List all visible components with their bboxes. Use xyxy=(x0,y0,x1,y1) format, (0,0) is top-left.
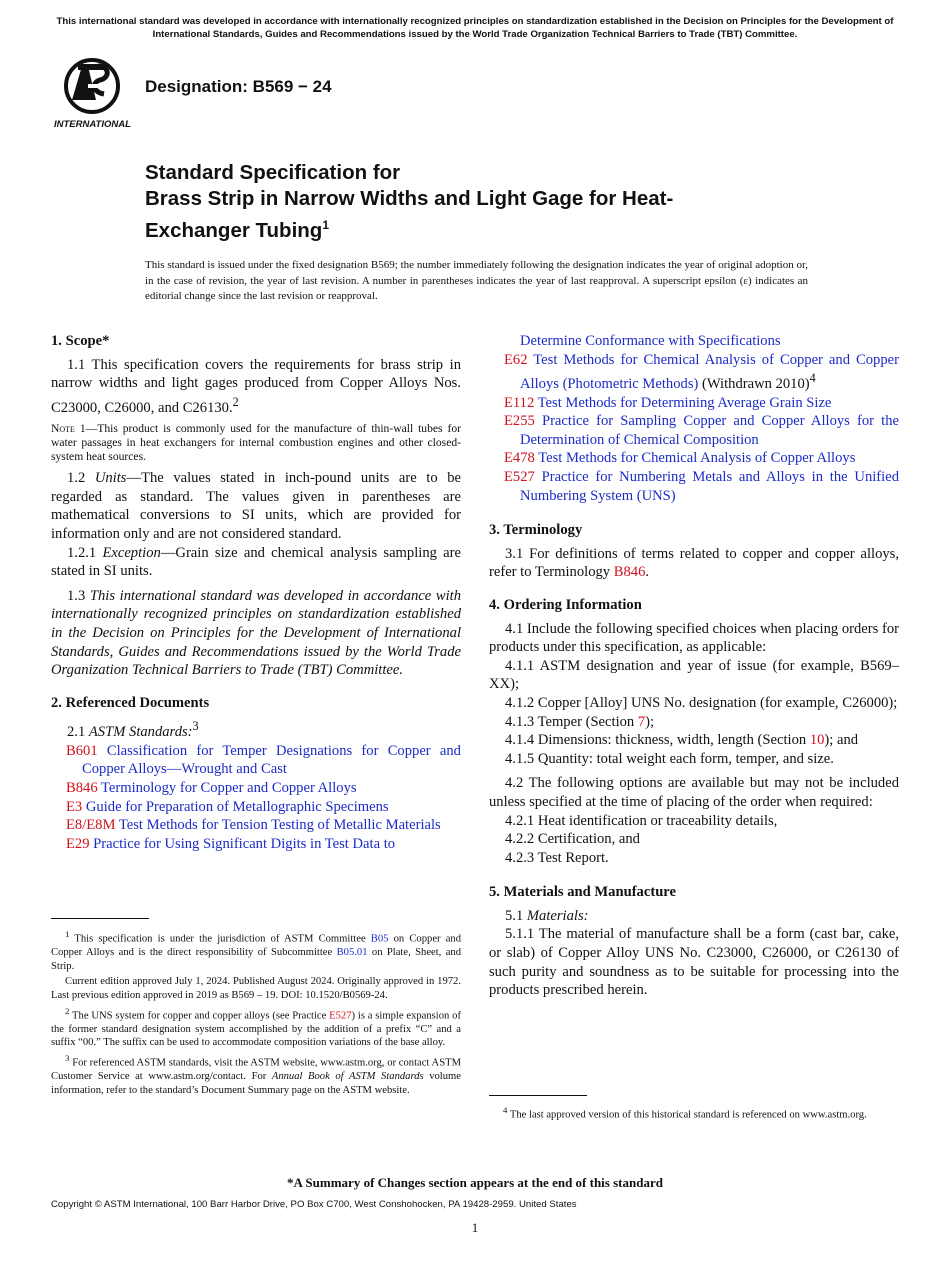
note-1: Note 1—This product is commonly used for the manufacture of thin-wall tubes for water passages in heat exchangers for internal combustion engines and other closed-system heat sources. xyxy=(51,422,461,464)
designation: Designation: B569 − 24 xyxy=(145,77,332,96)
section-10-link[interactable]: 10 xyxy=(809,732,825,749)
para-3-1: 3.1 For definitions of terms related to copper and copper alloys, refer to Terminology B846. xyxy=(489,545,899,581)
issuance-note: This standard is issued under the fixed designation B569; the number immediately following the designation indicates the year of original adoption or, in the case of revision, the year of last revision. A number in parentheses indicates the year of last reapproval. A superscript epsilon (ε) indicates an editorial change since the last revision or reapproval. xyxy=(145,259,808,302)
reference-link[interactable]: E255 Practice for Sampling Copper and Copper Alloys for the Determination of Chemical Composition xyxy=(504,413,899,448)
reference-link[interactable]: E527 Practice for Numbering Metals and Alloys in the Unified Numbering System (UNS) xyxy=(504,469,899,504)
reference-link[interactable]: E29 Practice for Using Significant Digits in Test Data to xyxy=(66,835,396,852)
footnote-rule-left xyxy=(51,918,149,919)
para-1-2: 1.2 Units—The values stated in inch-pound units are to be regarded as standard. The values given in parentheses are mathematical conversions to SI units, which are provided for information only and are not considered standard. xyxy=(51,470,462,543)
footnote-3: $^3$ For referenced ASTM standards, visit the ASTM website, www.astm.org, or contact ASTM Customer Service at www.astm.org/contact. For Annual Book of ASTM Standards volume information, refer to the standard’s Document Summary page on the ASTM website. xyxy=(51,1052,461,1096)
footnotes-right xyxy=(489,1104,899,1124)
reference-link[interactable]: E8/E8M Test Methods for Tension Testing of Metallic Materials xyxy=(66,817,441,834)
footnote-4: $^4$ The last approved version of this historical standard is referenced on www.astm.org. xyxy=(503,1105,867,1121)
para-5-1: 5.1 Materials: xyxy=(505,907,589,924)
para-4-1-4: 4.1.4 Dimensions: thickness, width, length (Section 10); and xyxy=(505,732,859,749)
section-7-link[interactable]: 7 xyxy=(637,713,646,730)
reference-link[interactable]: E112 Test Methods for Determining Average Grain Size xyxy=(504,394,832,411)
para-4-1-1: 4.1.1 ASTM designation and year of issue (for example, B569–XX); xyxy=(489,657,899,693)
para-5-1-1: 5.1.1 The material of manufacture shall be a form (cast bar, cake, or slab) of Copper Alloy UNS No. C23000, C26000, or C26130 of such purity and soundness as to be suitable for processing into the products prescribed herein. xyxy=(489,926,899,999)
footnote-1-edition: Current edition approved July 1, 2024. Published August 2024. Originally approved in 1972. Last previous edition approved in 2019 as B569 – 19. DOI: 10.1520/B0569-24. xyxy=(51,976,461,1001)
e527-link[interactable]: E527 xyxy=(329,1010,352,1022)
section-heading-ordering: 4. Ordering Information xyxy=(489,596,642,613)
title-line-3: Exchanger Tubing$^1$ xyxy=(145,218,329,242)
para-1-3: 1.3 This international standard was developed in accordance with internationally recognized principles on standardization established in the Decision on Principles for the Development of International Standards, Guides and Recommendations issued by the World Trade Organization Technical Barriers to Trade (TBT) Committee. xyxy=(51,587,462,679)
para-4-1-2: 4.1.2 Copper [Alloy] UNS No. designation (for example, C26000); xyxy=(505,694,898,711)
footnote-rule-right xyxy=(489,1095,587,1096)
para-1-2-1: 1.2.1 Exception—Grain size and chemical analysis sampling are stated in SI units. xyxy=(51,544,461,580)
summary-of-changes-note: *A Summary of Changes section appears at the end of this standard xyxy=(287,1175,663,1190)
section-heading-materials: 5. Materials and Manufacture xyxy=(489,884,676,901)
b846-link[interactable]: B846 xyxy=(613,564,646,581)
left-column xyxy=(51,332,461,853)
copyright-line: Copyright © ASTM International, 100 Barr Harbor Drive, PO Box C700, West Conshohocken, PA 19428-2959. United States xyxy=(51,1199,577,1210)
para-4-2-2: 4.2.2 Certification, and xyxy=(505,831,640,848)
astm-logo xyxy=(52,56,136,132)
document-title xyxy=(145,160,845,244)
para-4-2: 4.2 The following options are available but may not be included unless specified at the time of placing of the order when required: xyxy=(489,775,899,810)
footnote-2: $^2$ The UNS system for copper and copper alloys (see Practice E527) is a simple expansion of the former standard designation system accomplished by the addition of a prefix “C” and a suffix “00.” The suffix can be used to accommodate composition variations of the base alloy. xyxy=(51,1005,461,1049)
footnotes-left xyxy=(51,928,461,1099)
reference-link[interactable]: B601 Classification for Temper Designations for Copper and Copper Alloys—Wrought and Cast xyxy=(66,742,461,778)
para-4-2-3: 4.2.3 Test Report. xyxy=(505,849,609,866)
title-footnote-marker[interactable]: 1 xyxy=(322,218,329,232)
committee-link[interactable]: B05 xyxy=(370,933,389,945)
right-column xyxy=(489,332,899,1000)
left-reference-list xyxy=(51,742,461,854)
para-4-2-1: 4.2.1 Heat identification or traceability details, xyxy=(505,812,778,829)
section-heading-referenced-documents: 2. Referenced Documents xyxy=(51,694,210,711)
para-4-1-3: 4.1.3 Temper (Section 7); xyxy=(505,713,655,730)
title-line-2: Brass Strip in Narrow Widths and Light Gage for Heat- xyxy=(145,187,674,210)
reference-link[interactable]: E62 Test Methods for Chemical Analysis of Copper and Copper Alloys (Photometric Methods) (Withdrawn 2010)$^4$ xyxy=(504,351,899,393)
reference-link[interactable]: E3 Guide for Preparation of Metallographic Specimens xyxy=(66,798,389,815)
footnote-1: $^1$ This specification is under the jurisdiction of ASTM Committee B05 on Copper and Copper Alloys and is the direct responsibility of Subcommittee B05.01 on Plate, Sheet, and Strip. xyxy=(51,929,462,972)
page-number: 1 xyxy=(471,1220,479,1235)
section-heading-terminology: 3. Terminology xyxy=(489,522,583,539)
logo-wordmark: INTERNATIONAL xyxy=(54,119,131,130)
reference-link[interactable]: B846 Terminology for Copper and Copper Alloys xyxy=(66,780,357,796)
reference-link[interactable]: E478 Test Methods for Chemical Analysis of Copper Alloys xyxy=(504,450,856,467)
top-note: This international standard was developed in accordance with internationally recognized principles on standardization established in the Decision on Principles for the Development of International Standards, Guides and Recommendations issued by the World Trade Organization Technical Barriers to Trade (TBT) Committee. xyxy=(56,16,894,40)
reference-continued[interactable]: Determine Conformance with Specifications xyxy=(520,333,781,349)
para-1-1: 1.1 This specification covers the requirements for brass strip in narrow widths and light gages produced from Copper Alloys Nos. C23000, C26000, and C26130.$^2$ xyxy=(51,356,461,416)
title-line-1: Standard Specification for xyxy=(145,161,401,184)
footnote-marker-2[interactable]: 2 xyxy=(232,394,239,409)
subcommittee-link[interactable]: B05.01 xyxy=(336,947,368,959)
para-2-1: 2.1 ASTM Standards:$^3$ xyxy=(67,719,199,741)
footnote-marker-3[interactable]: 3 xyxy=(192,719,199,734)
right-reference-list xyxy=(489,351,899,506)
para-4-1: 4.1 Include the following specified choices when placing orders for products under this specification, as applicable: xyxy=(489,620,899,656)
section-heading-scope: 1. Scope* xyxy=(51,333,110,349)
para-4-1-5: 4.1.5 Quantity: total weight each form, temper, and size. xyxy=(505,750,834,767)
